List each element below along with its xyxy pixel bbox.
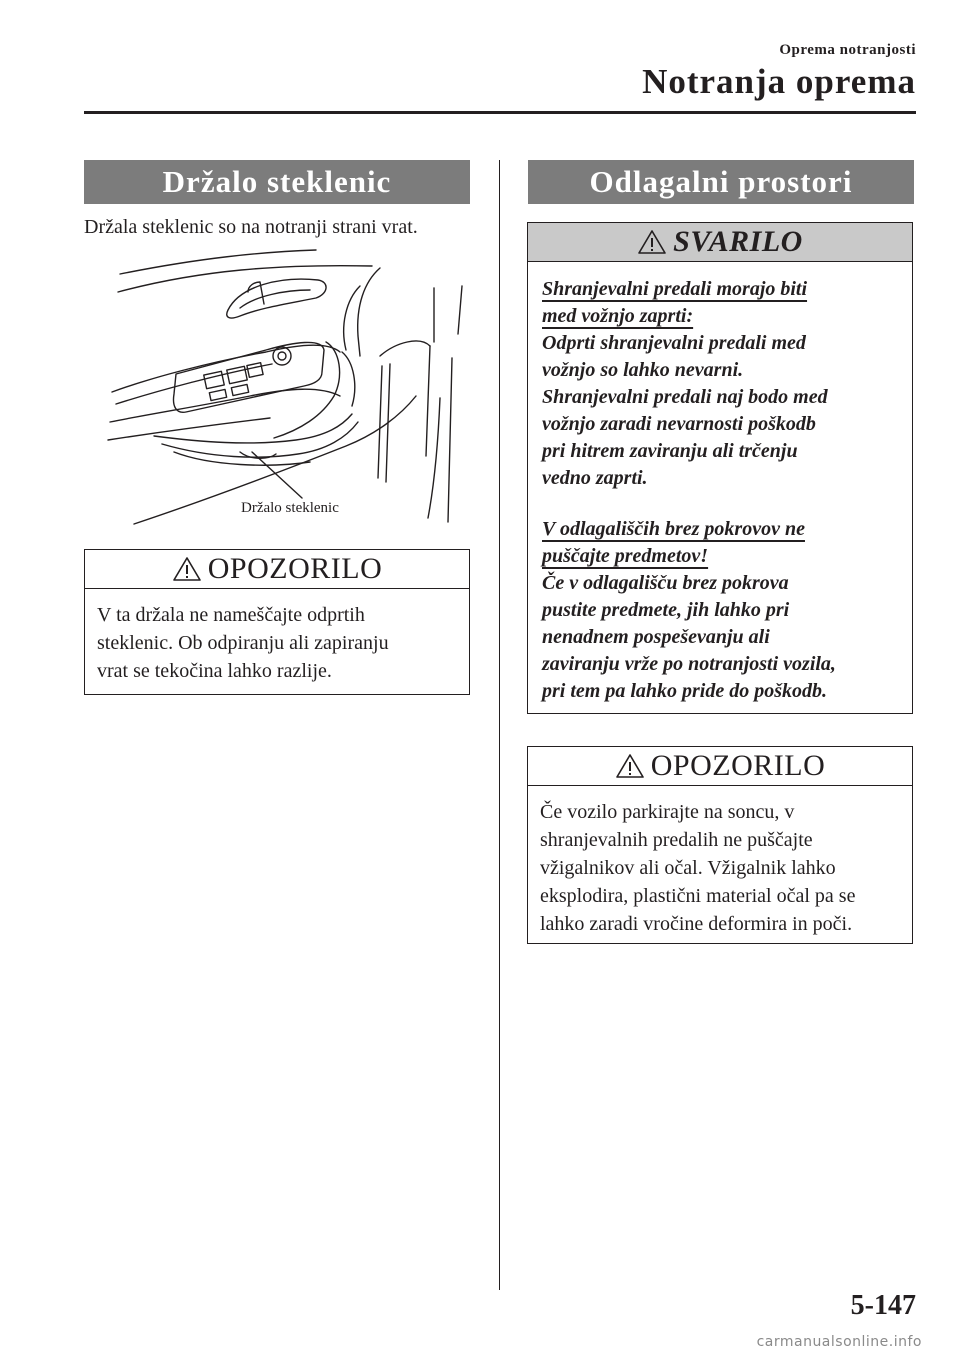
left-notice-header [85,550,469,589]
caution-subheading: med vožnjo zaprti: [542,305,694,327]
notice-line: V ta držala ne nameščajte odprtih [97,604,365,626]
caution-spacer [542,492,898,516]
caution-line: zaviranju vrže po notranjosti vozila, [542,653,836,675]
right-notice-heading: OPOZORILO [650,749,826,782]
caution-line: Odprti shranjevalni predali med [542,332,806,354]
left-notice-text [85,589,469,697]
caution-line: nenadnem pospeševanju ali [542,626,770,648]
caution-text [528,262,912,717]
caution-line: vožnjo so lahko nevarni. [542,359,744,381]
caution-line: vedno zaprti. [542,467,648,489]
section-title: Notranja oprema [642,62,916,101]
notice-line: Če vozilo parkirajte na soncu, v [540,801,795,823]
caution-line: pustite predmete, jih lahko pri [542,599,790,621]
bottle-holder-intro: Držala steklenic so na notranji strani vrat. [84,216,418,238]
chapter-title: Oprema notranjosti [779,42,916,58]
warning-triangle-icon [637,229,667,255]
left-notice-heading: OPOZORILO [207,552,383,585]
right-notice-box [527,746,913,944]
caution-heading: SVARILO [673,225,803,258]
caution-line: pri hitrem zaviranju ali trčenju [542,440,798,462]
caution-subheading: V odlagališčih brez pokrovov ne [542,518,805,540]
column-divider [499,160,500,1290]
site-watermark: carmanualsonline.info [756,1334,922,1350]
header-rule [84,111,916,114]
notice-line: vrat se tekočina lahko razlije. [97,660,332,682]
caution-line: vožnjo zaradi nevarnosti poškodb [542,413,816,435]
notice-line: steklenic. Ob odpiranju ali zapiranju [97,632,389,654]
notice-line: vžigalnikov ali očal. Vžigalnik lahko [540,857,836,879]
right-notice-header [528,747,912,786]
warning-triangle-icon [615,753,645,779]
storage-heading: Odlagalni prostori [528,160,914,204]
page-number: 5-147 [850,1290,916,1321]
caution-line: Shranjevalni predali naj bodo med [542,386,828,408]
notice-line: lahko zaradi vročine deformira in poči. [540,913,853,935]
caution-subheading: Shranjevalni predali morajo biti [542,278,808,300]
door-panel-illustration [90,246,470,536]
notice-line: shranjevalnih predalih ne puščajte [540,829,813,851]
left-notice-box [84,549,470,695]
notice-line: eksplodira, plastični material očal pa se [540,885,856,907]
figure-callout-label: Držalo steklenic [238,500,342,517]
caution-header [528,223,912,262]
caution-box [527,222,913,714]
caution-subheading: puščajte predmetov! [542,545,709,567]
warning-triangle-icon [172,556,202,582]
bottle-holder-heading: Držalo steklenic [84,160,470,204]
caution-line: pri tem pa lahko pride do poškodb. [542,680,828,702]
caution-line: Če v odlagališču brez pokrova [542,572,789,594]
right-notice-text [528,786,912,950]
